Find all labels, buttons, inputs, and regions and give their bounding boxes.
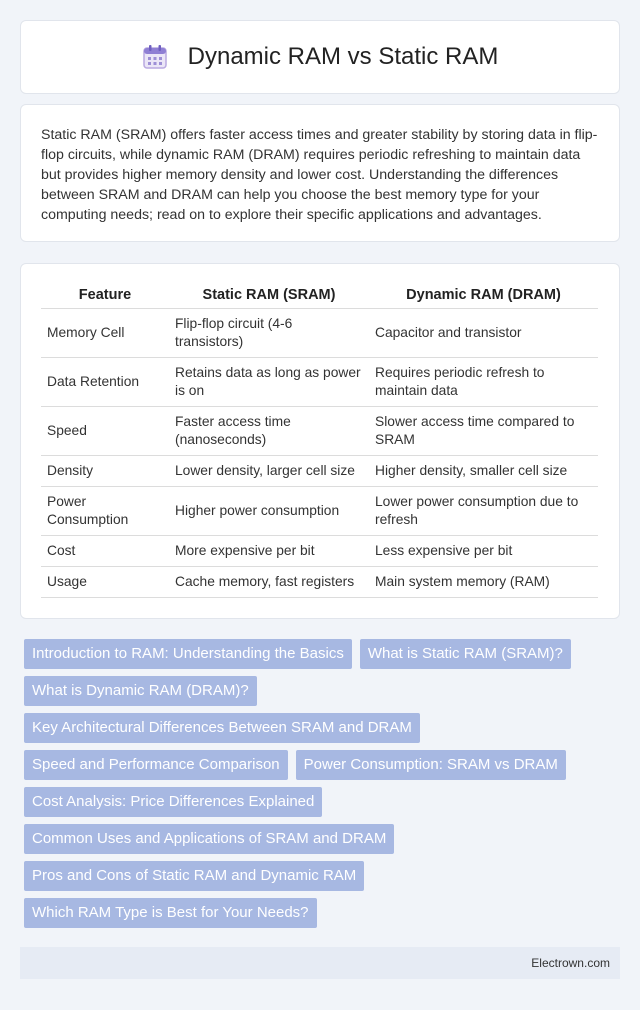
table-cell: Slower access time compared to SRAM	[369, 406, 598, 455]
topic-row	[20, 824, 620, 854]
table-cell: Requires periodic refresh to maintain data	[369, 357, 598, 406]
topic-link-what-is-sram[interactable]: What is Static RAM (SRAM)?	[360, 639, 571, 669]
table-cell: More expensive per bit	[169, 535, 369, 566]
table-row	[41, 308, 598, 357]
table-cell: Main system memory (RAM)	[369, 566, 598, 597]
topic-row	[20, 898, 620, 928]
topic-link-power-consumption[interactable]: Power Consumption: SRAM vs DRAM	[296, 750, 566, 780]
topic-row	[20, 676, 620, 706]
table-cell: Faster access time (nanoseconds)	[169, 406, 369, 455]
topic-link-intro-ram[interactable]: Introduction to RAM: Understanding the Basics	[24, 639, 352, 669]
title-card	[20, 20, 620, 94]
table-cell: Cost	[41, 535, 169, 566]
table-cell: Higher power consumption	[169, 486, 369, 535]
comparison-table	[41, 282, 598, 598]
topic-link-pros-cons[interactable]: Pros and Cons of Static RAM and Dynamic RAM	[24, 861, 364, 891]
topic-link-architectural-differences[interactable]: Key Architectural Differences Between SRAM and DRAM	[24, 713, 420, 743]
topic-row	[20, 787, 620, 817]
table-cell: Lower power consumption due to refresh	[369, 486, 598, 535]
footer-site-name: Electrown.com	[531, 956, 610, 970]
table-row	[41, 455, 598, 486]
table-row	[41, 486, 598, 535]
topic-row	[20, 713, 620, 743]
table-row	[41, 566, 598, 597]
topic-link-speed-performance[interactable]: Speed and Performance Comparison	[24, 750, 288, 780]
table-cell: Cache memory, fast registers	[169, 566, 369, 597]
table-cell: Flip-flop circuit (4-6 transistors)	[169, 308, 369, 357]
table-cell: Memory Cell	[41, 308, 169, 357]
table-cell: Lower density, larger cell size	[169, 455, 369, 486]
table-row	[41, 406, 598, 455]
table-cell: Usage	[41, 566, 169, 597]
table-header-row	[41, 282, 598, 308]
page-title: Dynamic RAM vs Static RAM	[187, 43, 499, 70]
topic-link-best-ram-type[interactable]: Which RAM Type is Best for Your Needs?	[24, 898, 317, 928]
column-header: Dynamic RAM (DRAM)	[369, 282, 598, 308]
table-cell: Retains data as long as power is on	[169, 357, 369, 406]
comparison-table-card	[20, 263, 620, 619]
table-row	[41, 535, 598, 566]
column-header: Static RAM (SRAM)	[169, 282, 369, 308]
topic-link-common-uses[interactable]: Common Uses and Applications of SRAM and DRAM	[24, 824, 394, 854]
column-header: Feature	[41, 282, 169, 308]
topic-row	[20, 750, 620, 780]
table-cell: Power Consumption	[41, 486, 169, 535]
topic-row	[20, 639, 620, 669]
table-cell: Capacitor and transistor	[369, 308, 598, 357]
table-cell: Less expensive per bit	[369, 535, 598, 566]
table-cell: Higher density, smaller cell size	[369, 455, 598, 486]
footer	[20, 947, 620, 979]
topic-row	[20, 861, 620, 891]
intro-paragraph: Static RAM (SRAM) offers faster access times and greater stability by storing data in flip-flop circuits, while dynamic RAM (DRAM) requires periodic refreshing to maintain data but provides higher memory density and lower cost. Understanding the differences between SRAM and DRAM can help you choose the best memory type for your computing needs; read on to explore their specific applications and advantages.	[41, 127, 598, 223]
topic-link-what-is-dram[interactable]: What is Dynamic RAM (DRAM)?	[24, 676, 257, 706]
intro-card	[20, 104, 620, 242]
table-cell: Speed	[41, 406, 169, 455]
related-topics	[20, 639, 620, 935]
topic-link-cost-analysis[interactable]: Cost Analysis: Price Differences Explained	[24, 787, 322, 817]
table-row	[41, 357, 598, 406]
calendar-icon	[142, 44, 168, 70]
table-cell: Density	[41, 455, 169, 486]
table-cell: Data Retention	[41, 357, 169, 406]
